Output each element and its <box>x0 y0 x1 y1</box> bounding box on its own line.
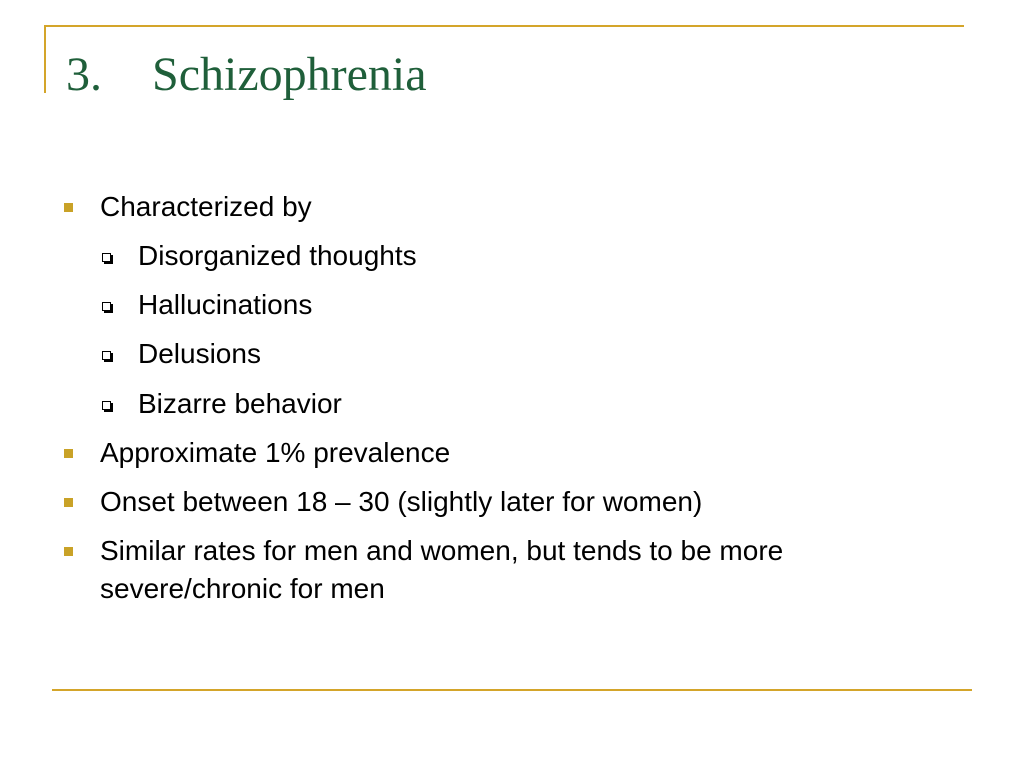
sub-bullet-item: Hallucinations <box>138 289 313 320</box>
bullet-item: Characterized by <box>100 191 312 222</box>
sub-bullet-item: Delusions <box>138 338 261 369</box>
hollow-square-bullet-icon <box>102 401 111 410</box>
title-number: 3. <box>66 48 102 101</box>
slide-title <box>66 46 427 104</box>
filled-square-bullet-icon <box>64 203 73 212</box>
hollow-square-bullet-icon <box>102 351 111 360</box>
hollow-square-bullet-icon <box>102 302 111 311</box>
bullet-item: Onset between 18 – 30 (slightly later for women) <box>100 486 703 517</box>
filled-square-bullet-icon <box>64 498 73 507</box>
filled-square-bullet-icon <box>64 449 73 458</box>
title-text: Schizophrenia <box>152 48 427 101</box>
hollow-square-bullet-icon <box>102 253 111 262</box>
frame-top-line <box>44 25 964 27</box>
frame-left-line <box>44 25 46 93</box>
filled-square-bullet-icon <box>64 547 73 556</box>
bullet-item: Approximate 1% prevalence <box>100 437 451 468</box>
bottom-rule <box>52 689 972 691</box>
sub-bullet-item: Bizarre behavior <box>138 388 342 419</box>
sub-bullet-item: Disorganized thoughts <box>138 240 417 271</box>
bullet-item: Similar rates for men and women, but tends to be more severe/chronic for men <box>100 535 784 604</box>
